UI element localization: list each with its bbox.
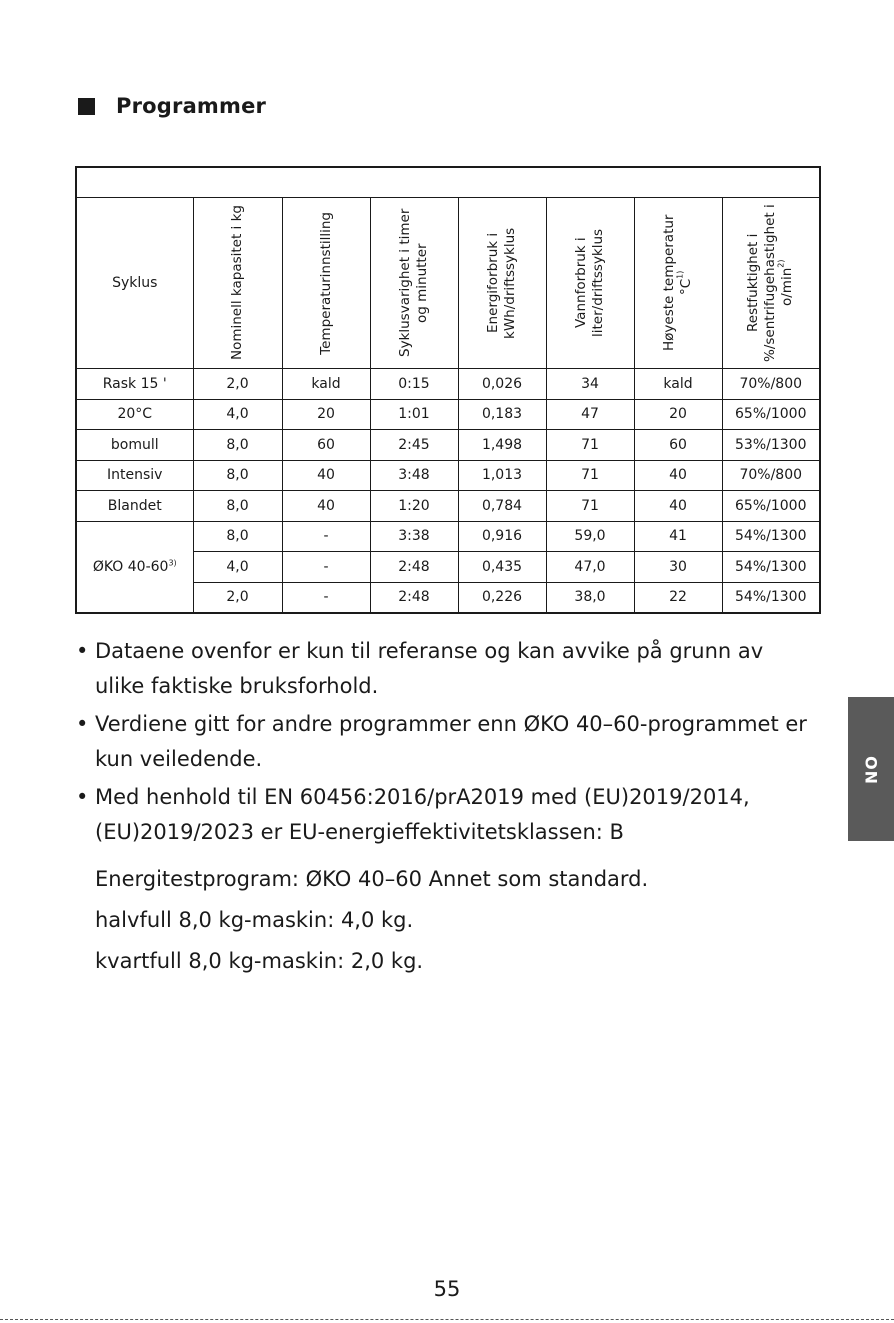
cell-temp: 40 (282, 460, 370, 491)
heading-bullet-square-icon (78, 98, 95, 115)
cell-tid: 1:01 (370, 399, 458, 430)
cell-hoy: 22 (634, 582, 722, 613)
half-load-line: halvfull 8,0 kg-maskin: 4,0 kg. (95, 908, 414, 932)
cell-rest: 53%/1300 (722, 430, 820, 461)
cell-hoy: 40 (634, 460, 722, 491)
cell-syklus: bomull (76, 430, 193, 461)
cell-energi: 0,784 (458, 491, 546, 522)
cell-energi: 0,026 (458, 369, 546, 400)
header-varighet: Syklusvarighet i timer og minutter (370, 198, 458, 369)
cell-syklus-oko: ØKO 40-60$^{3)}$ (76, 521, 193, 613)
cell-rest: 65%/1000 (722, 399, 820, 430)
cell-hoy: 40 (634, 491, 722, 522)
cell-tid: 3:38 (370, 521, 458, 552)
cell-kap: 8,0 (193, 460, 282, 491)
table-row (76, 491, 820, 522)
cell-vann: 47,0 (546, 552, 634, 583)
cell-energi: 0,435 (458, 552, 546, 583)
cell-vann: 71 (546, 430, 634, 461)
section-title: Programmer (116, 94, 267, 118)
cell-rest: 65%/1000 (722, 491, 820, 522)
cell-rest: 54%/1300 (722, 521, 820, 552)
cell-tid: 2:48 (370, 552, 458, 583)
table-top-row (76, 167, 820, 198)
page-number: 55 (433, 1277, 461, 1301)
cell-vann: 71 (546, 491, 634, 522)
table-header-row (76, 198, 820, 369)
cell-energi: 1,498 (458, 430, 546, 461)
cell-kap: 2,0 (193, 369, 282, 400)
cell-vann: 34 (546, 369, 634, 400)
cell-temp: 60 (282, 430, 370, 461)
cell-syklus: Rask 15 ' (76, 369, 193, 400)
cell-rest: 70%/800 (722, 460, 820, 491)
cell-syklus: Blandet (76, 491, 193, 522)
cell-energi: 0,183 (458, 399, 546, 430)
cell-temp: kald (282, 369, 370, 400)
cell-temp: - (282, 552, 370, 583)
cell-rest: 54%/1300 (722, 552, 820, 583)
table-row (76, 521, 820, 552)
table-row (76, 430, 820, 461)
cell-syklus: Intensiv (76, 460, 193, 491)
cell-tid: 1:20 (370, 491, 458, 522)
header-energi: Energiforbruk i kWh/driftssyklus (458, 198, 546, 369)
section-heading (78, 94, 266, 118)
cell-vann: 38,0 (546, 582, 634, 613)
cell-rest: 54%/1300 (722, 582, 820, 613)
cell-temp: - (282, 582, 370, 613)
cell-vann: 59,0 (546, 521, 634, 552)
quarter-load-line: kvartfull 8,0 kg-maskin: 2,0 kg. (95, 949, 424, 973)
header-restfukt: Restfuktighet i %/sentrifugehastighet i $o/\min^{2)}$ (722, 198, 820, 369)
cell-tid: 2:45 (370, 430, 458, 461)
cell-syklus: 20°C (76, 399, 193, 430)
cell-energi: 0,226 (458, 582, 546, 613)
header-kapasitet: Nominell kapasitet i kg (193, 198, 282, 369)
cell-tid: 0:15 (370, 369, 458, 400)
cell-rest: 70%/800 (722, 369, 820, 400)
list-item: • Dataene ovenfor er kun til referanse og kan avvike på grunn av ulike faktiske bruksforhold. (76, 639, 764, 698)
list-item: • Med henhold til EN 60456:2016/prA2019 med (EU)2019/2014, (EU)2019/2023 er EU-energieffektivitetsklassen: B (76, 785, 750, 844)
cell-kap: 8,0 (193, 430, 282, 461)
energy-test-program-line: Energitestprogram: ØKO 40–60 Annet som standard. (95, 867, 649, 891)
cell-energi: 0,916 (458, 521, 546, 552)
table-row (76, 369, 820, 400)
cell-hoy: 41 (634, 521, 722, 552)
cell-tid: 2:48 (370, 582, 458, 613)
cell-kap: 2,0 (193, 582, 282, 613)
cell-hoy: 60 (634, 430, 722, 461)
header-temperatur: Temperaturinnstilling (282, 198, 370, 369)
program-table (75, 166, 821, 614)
cell-hoy: 20 (634, 399, 722, 430)
cell-kap: 4,0 (193, 552, 282, 583)
cell-temp: - (282, 521, 370, 552)
table-row (76, 460, 820, 491)
cell-kap: 8,0 (193, 521, 282, 552)
cell-hoy: 30 (634, 552, 722, 583)
cell-temp: 40 (282, 491, 370, 522)
cell-kap: 4,0 (193, 399, 282, 430)
cell-temp: 20 (282, 399, 370, 430)
header-hoyeste: Høyeste temperatur $^\circ C^{1)}$ (634, 198, 722, 369)
cell-hoy: kald (634, 369, 722, 400)
notes-list (76, 634, 816, 853)
cell-tid: 3:48 (370, 460, 458, 491)
cell-energi: 1,013 (458, 460, 546, 491)
table-row (76, 399, 820, 430)
cell-kap: 8,0 (193, 491, 282, 522)
cell-vann: 47 (546, 399, 634, 430)
page-bottom-dashed-line (0, 1319, 894, 1320)
language-side-tab: NO (848, 697, 894, 841)
header-syklus: Syklus (76, 198, 193, 369)
table-body (76, 369, 820, 614)
cell-vann: 71 (546, 460, 634, 491)
header-vann: Vannforbruk i liter/driftssyklus (546, 198, 634, 369)
list-item: • Verdiene gitt for andre programmer enn ØKO 40–60-programmet er kun veiledende. (76, 712, 807, 771)
